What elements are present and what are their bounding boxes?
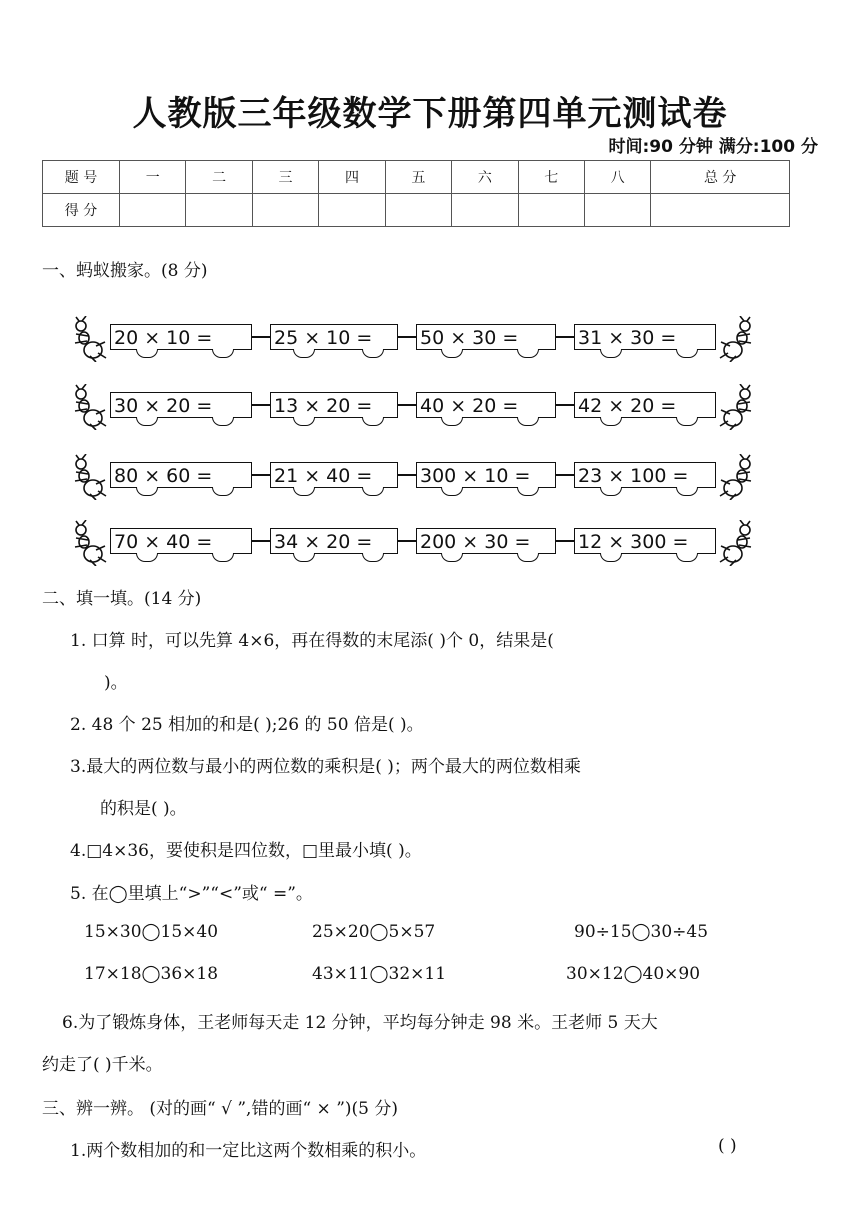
wheel-icon bbox=[362, 349, 384, 358]
score-col-3: 三 bbox=[252, 161, 318, 194]
ant-icon bbox=[718, 520, 754, 566]
compare-item: 90÷15◯30÷45 bbox=[574, 922, 709, 942]
multiplication-problem[interactable]: 12 × 300 = bbox=[574, 528, 716, 554]
train-link bbox=[252, 336, 270, 338]
multiplication-problem[interactable]: 23 × 100 = bbox=[574, 462, 716, 488]
wheel-icon bbox=[212, 349, 234, 358]
wheel-icon bbox=[293, 487, 315, 496]
multiplication-problem[interactable]: 80 × 60 = bbox=[110, 462, 252, 488]
score-col-5: 五 bbox=[385, 161, 451, 194]
compare-item: 30×12◯40×90 bbox=[566, 964, 701, 984]
wheel-icon bbox=[441, 487, 463, 496]
multiplication-problem[interactable]: 200 × 30 = bbox=[416, 528, 556, 554]
wheel-icon bbox=[293, 553, 315, 562]
score-col-total: 总 分 bbox=[651, 161, 790, 194]
q1-text: 1. 口算 时，可以先算 4×6，再在得数的末尾添( )个 0，结果是( bbox=[70, 631, 554, 651]
compare-item: 43×11◯32×11 bbox=[312, 964, 447, 984]
q4-text: 4.□4×36，要使积是四位数，□里最小填( )。 bbox=[70, 841, 422, 861]
train-link bbox=[252, 404, 270, 406]
wheel-icon bbox=[600, 349, 622, 358]
ant-icon bbox=[72, 454, 108, 500]
score-cell[interactable] bbox=[452, 194, 518, 227]
q3-text: 3.最大的两位数与最小的两位数的乘积是( )；两个最大的两位数相乘 bbox=[70, 757, 581, 777]
train-link bbox=[556, 474, 574, 476]
wheel-icon bbox=[517, 487, 539, 496]
compare-item: 15×30◯15×40 bbox=[84, 922, 219, 942]
train-link bbox=[252, 474, 270, 476]
ant-train-row bbox=[70, 520, 760, 570]
compare-item: 17×18◯36×18 bbox=[84, 964, 219, 984]
multiplication-problem[interactable]: 30 × 20 = bbox=[110, 392, 252, 418]
score-cell[interactable] bbox=[651, 194, 790, 227]
wheel-icon bbox=[441, 349, 463, 358]
q6-text-cont: 约走了( )千米。 bbox=[42, 1055, 163, 1075]
multiplication-problem[interactable]: 70 × 40 = bbox=[110, 528, 252, 554]
wheel-icon bbox=[517, 417, 539, 426]
train-link bbox=[252, 540, 270, 542]
score-col-4: 四 bbox=[319, 161, 385, 194]
ant-icon bbox=[72, 384, 108, 430]
score-table-header-row bbox=[43, 161, 790, 194]
q6-text: 6.为了锻炼身体，王老师每天走 12 分钟，平均每分钟走 98 米。王老师 5 天大 bbox=[62, 1013, 658, 1033]
score-col-7: 七 bbox=[518, 161, 584, 194]
wheel-icon bbox=[136, 553, 158, 562]
score-cell[interactable] bbox=[186, 194, 252, 227]
score-cell[interactable] bbox=[518, 194, 584, 227]
multiplication-problem[interactable]: 40 × 20 = bbox=[416, 392, 556, 418]
train-link bbox=[556, 540, 574, 542]
wheel-icon bbox=[517, 349, 539, 358]
q1-text-cont: )。 bbox=[104, 673, 128, 693]
train-link bbox=[398, 540, 416, 542]
score-col-8: 八 bbox=[584, 161, 650, 194]
wheel-icon bbox=[362, 487, 384, 496]
ant-train-row bbox=[70, 454, 760, 504]
score-table-header-label: 题 号 bbox=[43, 161, 120, 194]
train-link bbox=[556, 404, 574, 406]
wheel-icon bbox=[136, 487, 158, 496]
ant-icon bbox=[718, 316, 754, 362]
wheel-icon bbox=[212, 553, 234, 562]
score-col-1: 一 bbox=[120, 161, 186, 194]
train-link bbox=[398, 404, 416, 406]
train-link bbox=[556, 336, 574, 338]
score-table-score-label: 得 分 bbox=[43, 194, 120, 227]
train-link bbox=[398, 474, 416, 476]
multiplication-problem[interactable]: 13 × 20 = bbox=[270, 392, 398, 418]
score-cell[interactable] bbox=[252, 194, 318, 227]
ant-icon bbox=[718, 454, 754, 500]
ant-train-row bbox=[70, 316, 760, 366]
score-cell[interactable] bbox=[120, 194, 186, 227]
multiplication-problem[interactable]: 300 × 10 = bbox=[416, 462, 556, 488]
q2-text: 2. 48 个 25 相加的和是( );26 的 50 倍是( )。 bbox=[70, 715, 424, 735]
score-col-2: 二 bbox=[186, 161, 252, 194]
wheel-icon bbox=[293, 417, 315, 426]
wheel-icon bbox=[676, 553, 698, 562]
s3-q1-answer-paren: ( ) bbox=[718, 1136, 737, 1156]
wheel-icon bbox=[676, 487, 698, 496]
wheel-icon bbox=[600, 417, 622, 426]
train-link bbox=[398, 336, 416, 338]
multiplication-problem[interactable]: 25 × 10 = bbox=[270, 324, 398, 350]
q3-text-cont: 的积是( )。 bbox=[100, 799, 187, 819]
multiplication-problem[interactable]: 31 × 30 = bbox=[574, 324, 716, 350]
wheel-icon bbox=[517, 553, 539, 562]
wheel-icon bbox=[676, 349, 698, 358]
ant-train-row bbox=[70, 384, 760, 434]
wheel-icon bbox=[136, 417, 158, 426]
section1-heading: 一、蚂蚁搬家。(8 分) bbox=[42, 261, 208, 281]
wheel-icon bbox=[676, 417, 698, 426]
compare-item: 25×20◯5×57 bbox=[312, 922, 436, 942]
multiplication-problem[interactable]: 50 × 30 = bbox=[416, 324, 556, 350]
wheel-icon bbox=[136, 349, 158, 358]
wheel-icon bbox=[212, 417, 234, 426]
section2-heading: 二、填一填。(14 分) bbox=[42, 589, 202, 609]
score-cell[interactable] bbox=[584, 194, 650, 227]
score-cell[interactable] bbox=[319, 194, 385, 227]
multiplication-problem[interactable]: 20 × 10 = bbox=[110, 324, 252, 350]
wheel-icon bbox=[212, 487, 234, 496]
q5-text: 5. 在◯里填上“>”“<”或“ =”。 bbox=[70, 884, 313, 904]
wheel-icon bbox=[441, 553, 463, 562]
ant-icon bbox=[718, 384, 754, 430]
multiplication-problem[interactable]: 21 × 40 = bbox=[270, 462, 398, 488]
exam-meta: 时间:90 分钟 满分:100 分 bbox=[608, 137, 818, 157]
wheel-icon bbox=[362, 417, 384, 426]
score-table bbox=[42, 160, 790, 227]
ant-train-area bbox=[70, 300, 760, 560]
wheel-icon bbox=[362, 553, 384, 562]
score-table-score-row bbox=[43, 194, 790, 227]
score-col-6: 六 bbox=[452, 161, 518, 194]
multiplication-problem[interactable]: 42 × 20 = bbox=[574, 392, 716, 418]
wheel-icon bbox=[600, 553, 622, 562]
s3-q1-text: 1.两个数相加的和一定比这两个数相乘的积小。 bbox=[70, 1141, 427, 1161]
wheel-icon bbox=[441, 417, 463, 426]
ant-icon bbox=[72, 520, 108, 566]
wheel-icon bbox=[600, 487, 622, 496]
wheel-icon bbox=[293, 349, 315, 358]
ant-icon bbox=[72, 316, 108, 362]
section3-heading: 三、辨一辨。 (对的画“ √ ”,错的画“ × ”)(5 分) bbox=[42, 1099, 399, 1119]
page-title: 人教版三年级数学下册第四单元测试卷 bbox=[132, 94, 728, 134]
multiplication-problem[interactable]: 34 × 20 = bbox=[270, 528, 398, 554]
score-cell[interactable] bbox=[385, 194, 451, 227]
